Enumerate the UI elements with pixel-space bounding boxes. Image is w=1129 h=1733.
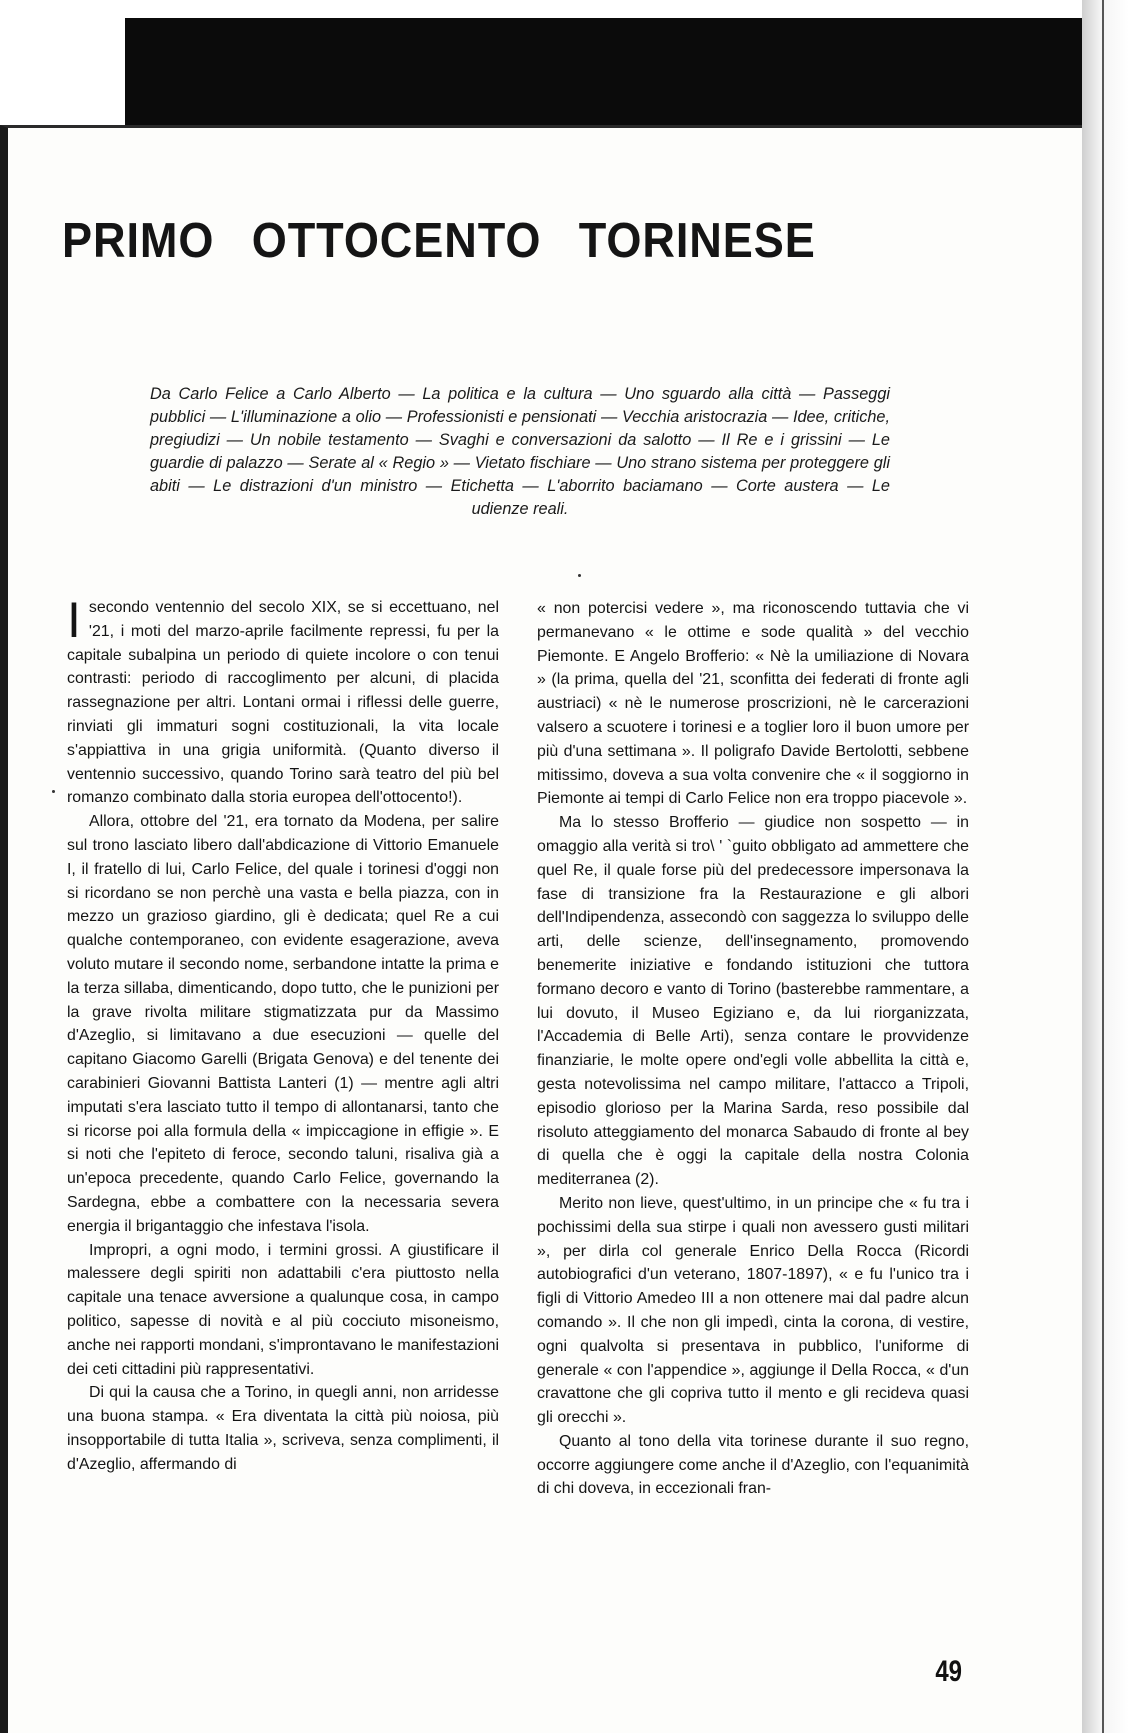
right-paragraph-1: « non potercisi vedere », ma riconoscendo tuttavia che vi permanevano « le ottime e sode qualità » del vecchio Piemonte. E Angelo Brofferio: « Nè la umiliazione di Novara » (la prima, quella del '21, sconfitta dei federati di fronte agli austriaci) « nè le numerose proscrizioni, nè le carcerazioni valsero a scuotere i torinesi e a toglier loro il buon umore per più d'una settimana ». Il poligrafo Davide Bertolotti, sebbene mitissimo, doveva a sua volta convenire che « il soggiorno in Piemonte ai tempi di Carlo Felice non era troppo piacevole ».	[537, 600, 969, 808]
article-title: PRIMO OTTOCENTO TORINESE	[62, 214, 816, 268]
page-number: 49	[935, 1655, 963, 1688]
right-paragraph-2: Ma lo stesso Brofferio — giudice non sospetto — in omaggio alla verità si tro\ ' `guito obbligato ad ammettere che quel Re, il quale forse più del predecessore impersonava la fase di transizione fra la Restaurazione e gli albori dell'Indipendenza, assecondò con saggezza lo sviluppo delle arti, delle scienze, dell'insegnamento, promovendo benemerite iniziative e fondando istituzioni che tuttora formano decoro e vanto di Torino (basterebbe rammentare, a lui dovuto, il Museo Egiziano e, da lui riorganizzata, l'Accademia di Belle Arti), senza contare le provvidenze finanziarie, le molte opere ond'egli volle abbellita la città e, gesta notevolissima nel campo militare, l'attacco a Tripoli, episodio glorioso per la Marina Sarda, reso possibile dal risoluto atteggiamento del monarca Sabaudo di fronte al bey di quella che è oggi la capitale della nostra Colonia mediterranea (2).	[537, 814, 969, 1189]
scan-speck	[52, 790, 55, 793]
right-paragraph-3: Merito non lieve, quest'ultimo, in un principe che « fu tra i pochissimi della sua stirpe i quali non avessero gusti militari », per dirla col generale Enrico Della Rocca (Ricordi autobiografici d'un veterano, 1807-1897), « e fu l'unico tra i figli di Vittorio Amedeo III a non ottenere mai dal padre alcun comando ». Il che non gli impedì, cinta la corona, di vestire, ogni qualvolta si presentava in pubblico, l'uniforme di generale « con l'appendice », aggiunge il Della Rocca, « d'un cravattone che gli copriva tutto il mento e gli recideva quasi gli orecchi ».	[537, 1194, 969, 1427]
scan-speck	[578, 574, 581, 577]
left-paragraph-2: Allora, ottobre del '21, era tornato da Modena, per salire sul trono lasciato libero dall'abdicazione di Vittorio Emanuele I, il fratello di lui, Carlo Felice, del quale i torinesi d'oggi non si ricordano se non perchè una vasta e bella piazza, con in mezzo un grazioso giardino, gli è dedicata; quel Re a cui qualche contemporaneo, con evidente esagerazione, aveva voluto mutare il secondo nome, serbandone intatte la prima e la terza sillaba, dimenticando, dopo tutto, che le punizioni per la grave rivolta militare stigmatizzata pur da Massimo d'Azeglio, si limitavano a due esecuzioni — quelle del capitano Giacomo Garelli (Brigata Genova) e del tenente dei carabinieri Giovanni Battista Lanteri (1) — mentre agli altri imputati s'era lasciato tutto il tempo di allontanarsi, tanto che si ricorse poi alla formula della « impiccagione in effigie ». E si noti che l'epiteto di feroce, secondo taluni, risaliva già a un'epoca precedente, quando Carlo Felice, governando la Sardegna, ebbe a combattere con la necessaria severa energia il brigantaggio che infestava l'isola.	[67, 813, 499, 1235]
left-paragraph-1	[67, 592, 499, 810]
page-edge-shadow	[1082, 0, 1129, 1733]
drop-cap: I	[67, 592, 81, 648]
article-summary: Da Carlo Felice a Carlo Alberto — La politica e la cultura — Uno sguardo alla città — Passeggi pubblici — L'illuminazione a olio — Professionisti e pensionati — Vecchia aristocrazia — Idee, critiche, pregiudizi — Un nobile testamento — Svaghi e conversazioni da salotto — Il Re e i grissini — Le guardie di palazzo — Serate al « Regio » — Vietato fischiare — Uno strano sistema per proteggere gli abiti — Le distrazioni d'un ministro — Etichetta — L'aborrito baciamano — Corte austera — Le udienze reali.	[150, 385, 890, 518]
left-paragraph-3: Impropri, a ogni modo, i termini grossi. A giustificare il malessere degli spiriti non adattabili c'era piuttosto nella capitale una tenace avversione a qualunque cosa, in campo politico, sapesse di novità e al più cocciuto misoneismo, anche nei rapporti mondani, s'improntavano le manifestazioni dei ceti cittadini più rappresentativi.	[67, 1241, 499, 1378]
left-paragraph-4: Di qui la causa che a Torino, in quegli anni, non arridesse una buona stampa. « Era diventata la città più noiosa, più insopportabile di tutta Italia », scriveva, senza complimenti, il d'Azeglio, affermando di	[67, 1384, 499, 1473]
left-column	[67, 592, 499, 1476]
right-paragraph-4: Quanto al tono della vita torinese durante il suo regno, occorre aggiungere come anche il d'Azeglio, con l'equanimità di chi doveva, in eccezionali fran-	[537, 1432, 969, 1498]
scan-dark-border	[125, 18, 1129, 136]
left-paragraph-1-text: secondo ventennio del secolo XIX, se si eccettuano, nel '21, i moti del marzo-aprile facilmente repressi, fu per la capitale subalpina un periodo di quiete incolore o con tenui contrasti: periodo di raccoglimento per alcuni, di placida rassegnazione per altri. Lontani ormai i riflessi delle guerre, rinviati gli immaturi sogni costituzionali, la vita locale s'appiattiva in una grigia uniformità. (Quanto diverso il ventennio successivo, quando Torino sarà teatro del più bel romanzo combinato dalla storia europea dell'ottocento!).	[67, 599, 499, 807]
right-column	[537, 597, 969, 1501]
